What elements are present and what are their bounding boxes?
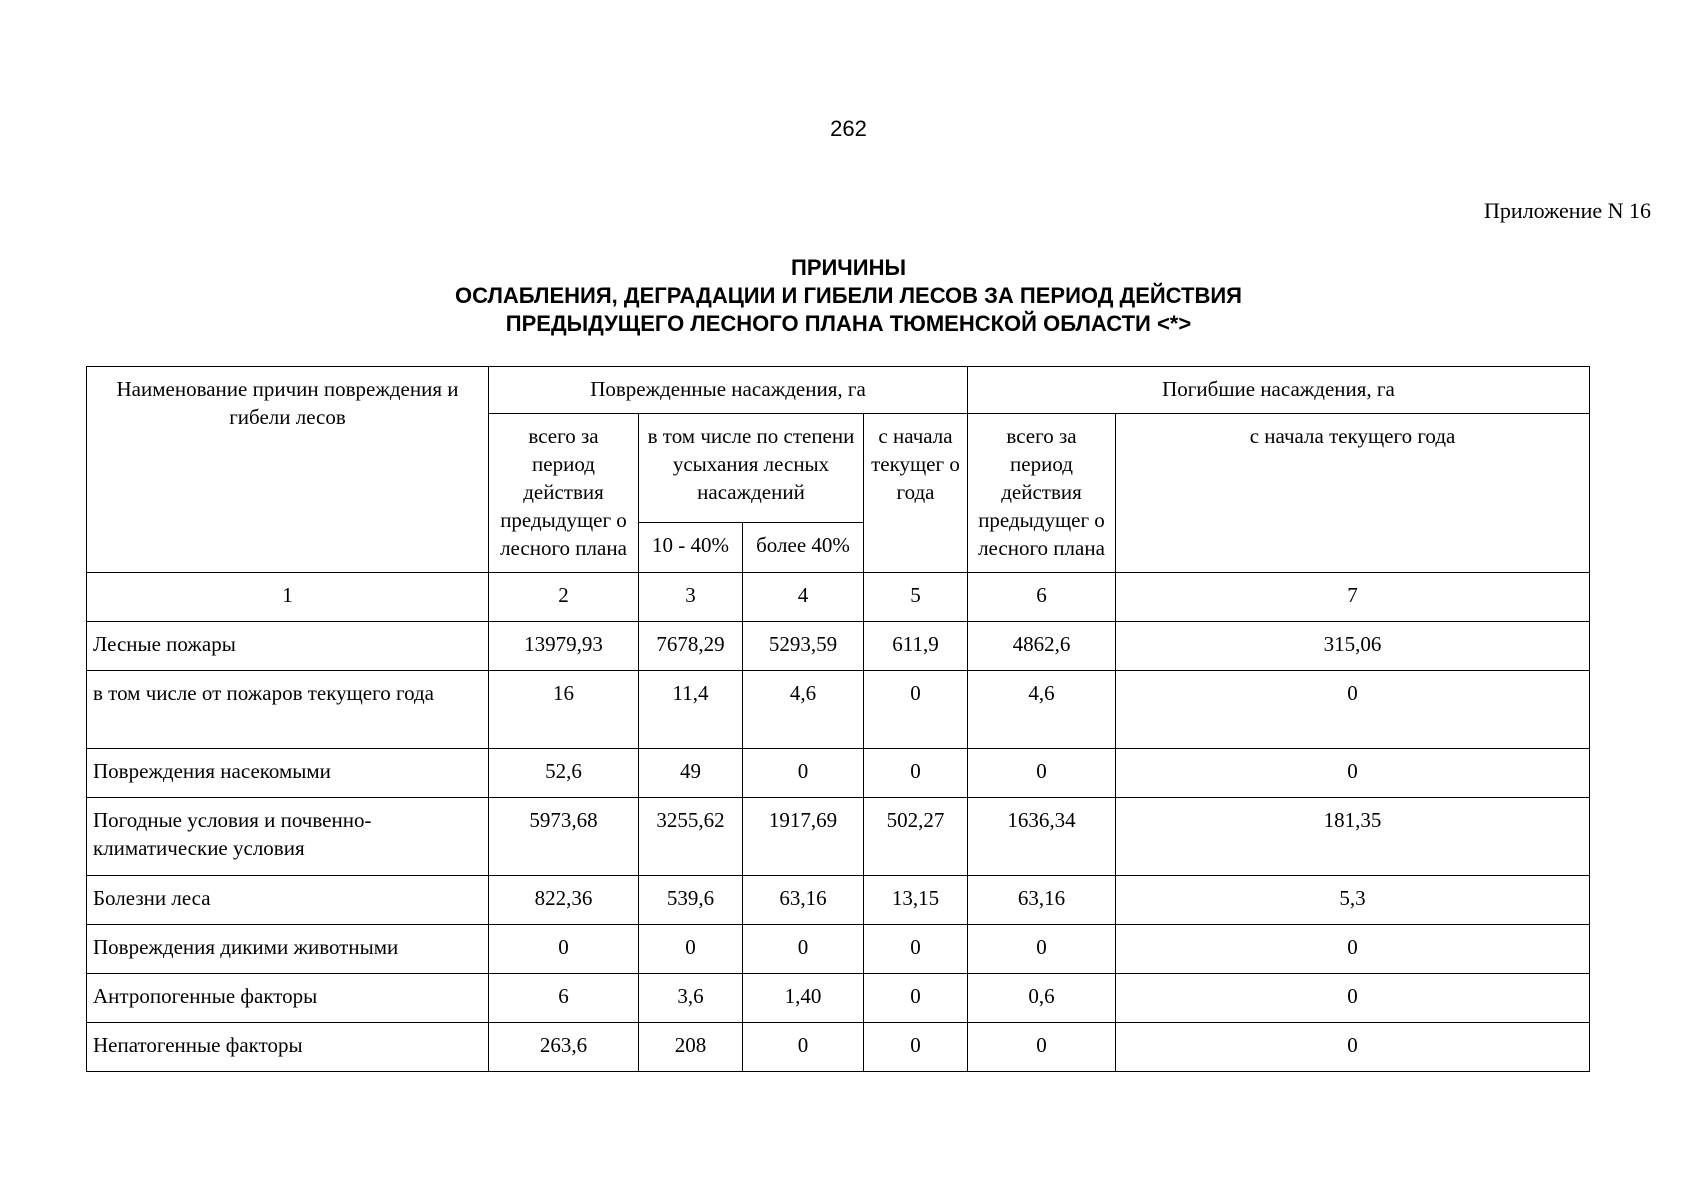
row-cause-name: Непатогенные факторы [87,1023,489,1072]
cell-value: 3255,62 [639,798,743,876]
cell-value: 0 [743,925,864,974]
cell-value: 0 [1116,1023,1590,1072]
cell-value: 263,6 [489,1023,639,1072]
cell-value: 5973,68 [489,798,639,876]
cell-value: 822,36 [489,876,639,925]
cell-value: 0 [1116,925,1590,974]
title-line-3: ПРЕДЫДУЩЕГО ЛЕСНОГО ПЛАНА ТЮМЕНСКОЙ ОБЛАСТИ <*> [505,311,1192,336]
header-damaged-total: всего за период действия предыдущег о лесного плана [489,414,639,573]
cell-value: 13979,93 [489,622,639,671]
column-number: 5 [864,573,968,622]
cell-value: 6 [489,974,639,1023]
cell-value: 16 [489,671,639,749]
cell-value: 5,3 [1116,876,1590,925]
column-number: 1 [87,573,489,622]
column-number: 7 [1116,573,1590,622]
cell-value: 0 [864,925,968,974]
cell-value: 315,06 [1116,622,1590,671]
appendix-label: Приложение N 16 [1484,198,1651,223]
table-row [87,671,1590,749]
cell-value: 0 [639,925,743,974]
table-row [87,925,1590,974]
cell-value: 4862,6 [968,622,1116,671]
table-row [87,622,1590,671]
cell-value: 502,27 [864,798,968,876]
title-line-2: ОСЛАБЛЕНИЯ, ДЕГРАДАЦИИ И ГИБЕЛИ ЛЕСОВ ЗА ПЕРИОД ДЕЙСТВИЯ [455,283,1242,308]
cell-value: 13,15 [864,876,968,925]
page-number: 262 [830,116,867,141]
header-degree-low: 10 - 40% [639,523,743,573]
cell-value: 4,6 [968,671,1116,749]
cell-value: 49 [639,749,743,798]
forest-damage-table [86,366,1590,1072]
header-damaged-by-degree: в том числе по степени усыхания лесных насаждений [639,414,864,523]
cell-value: 3,6 [639,974,743,1023]
cell-value: 5293,59 [743,622,864,671]
table-row [87,1023,1590,1072]
column-number: 6 [968,573,1116,622]
column-number: 4 [743,573,864,622]
cell-value: 611,9 [864,622,968,671]
title-line-1: ПРИЧИНЫ [791,255,906,280]
cell-value: 0 [489,925,639,974]
header-damaged-since-start: с начала текущег о года [864,414,968,573]
cell-value: 181,35 [1116,798,1590,876]
cell-value: 0 [1116,749,1590,798]
table-row [87,749,1590,798]
header-degree-high: более 40% [743,523,864,573]
column-number-row [87,573,1590,622]
row-cause-name: Повреждения насекомыми [87,749,489,798]
table-row [87,876,1590,925]
document-title [0,254,1697,338]
cell-value: 0,6 [968,974,1116,1023]
cell-value: 1636,34 [968,798,1116,876]
cell-value: 0 [864,1023,968,1072]
cell-value: 63,16 [968,876,1116,925]
cell-value: 1,40 [743,974,864,1023]
row-cause-name: Погодные условия и почвенно-климатические условия [87,798,489,876]
cell-value: 0 [743,1023,864,1072]
cell-value: 0 [968,749,1116,798]
table-row [87,798,1590,876]
cell-value: 208 [639,1023,743,1072]
cell-value: 63,16 [743,876,864,925]
header-dead-stands: Погибшие насаждения, га [968,367,1590,414]
row-cause-name: в том числе от пожаров текущего года [87,671,489,749]
column-number: 3 [639,573,743,622]
cell-value: 0 [743,749,864,798]
cell-value: 1917,69 [743,798,864,876]
cell-value: 0 [968,925,1116,974]
row-cause-name: Повреждения дикими животными [87,925,489,974]
cell-value: 0 [1116,671,1590,749]
cell-value: 0 [864,974,968,1023]
row-cause-name: Болезни леса [87,876,489,925]
row-cause-name: Лесные пожары [87,622,489,671]
cell-value: 4,6 [743,671,864,749]
cell-value: 7678,29 [639,622,743,671]
header-dead-since-start: с начала текущего года [1116,414,1590,573]
cell-value: 0 [864,671,968,749]
cell-value: 11,4 [639,671,743,749]
cell-value: 52,6 [489,749,639,798]
cell-value: 0 [968,1023,1116,1072]
cell-value: 0 [1116,974,1590,1023]
cell-value: 0 [864,749,968,798]
header-cause-name: Наименование причин повреждения и гибели лесов [87,367,489,573]
row-cause-name: Антропогенные факторы [87,974,489,1023]
cell-value: 539,6 [639,876,743,925]
column-number: 2 [489,573,639,622]
header-damaged-stands: Поврежденные насаждения, га [489,367,968,414]
header-dead-total: всего за период действия предыдущег о лесного плана [968,414,1116,573]
table-row [87,974,1590,1023]
